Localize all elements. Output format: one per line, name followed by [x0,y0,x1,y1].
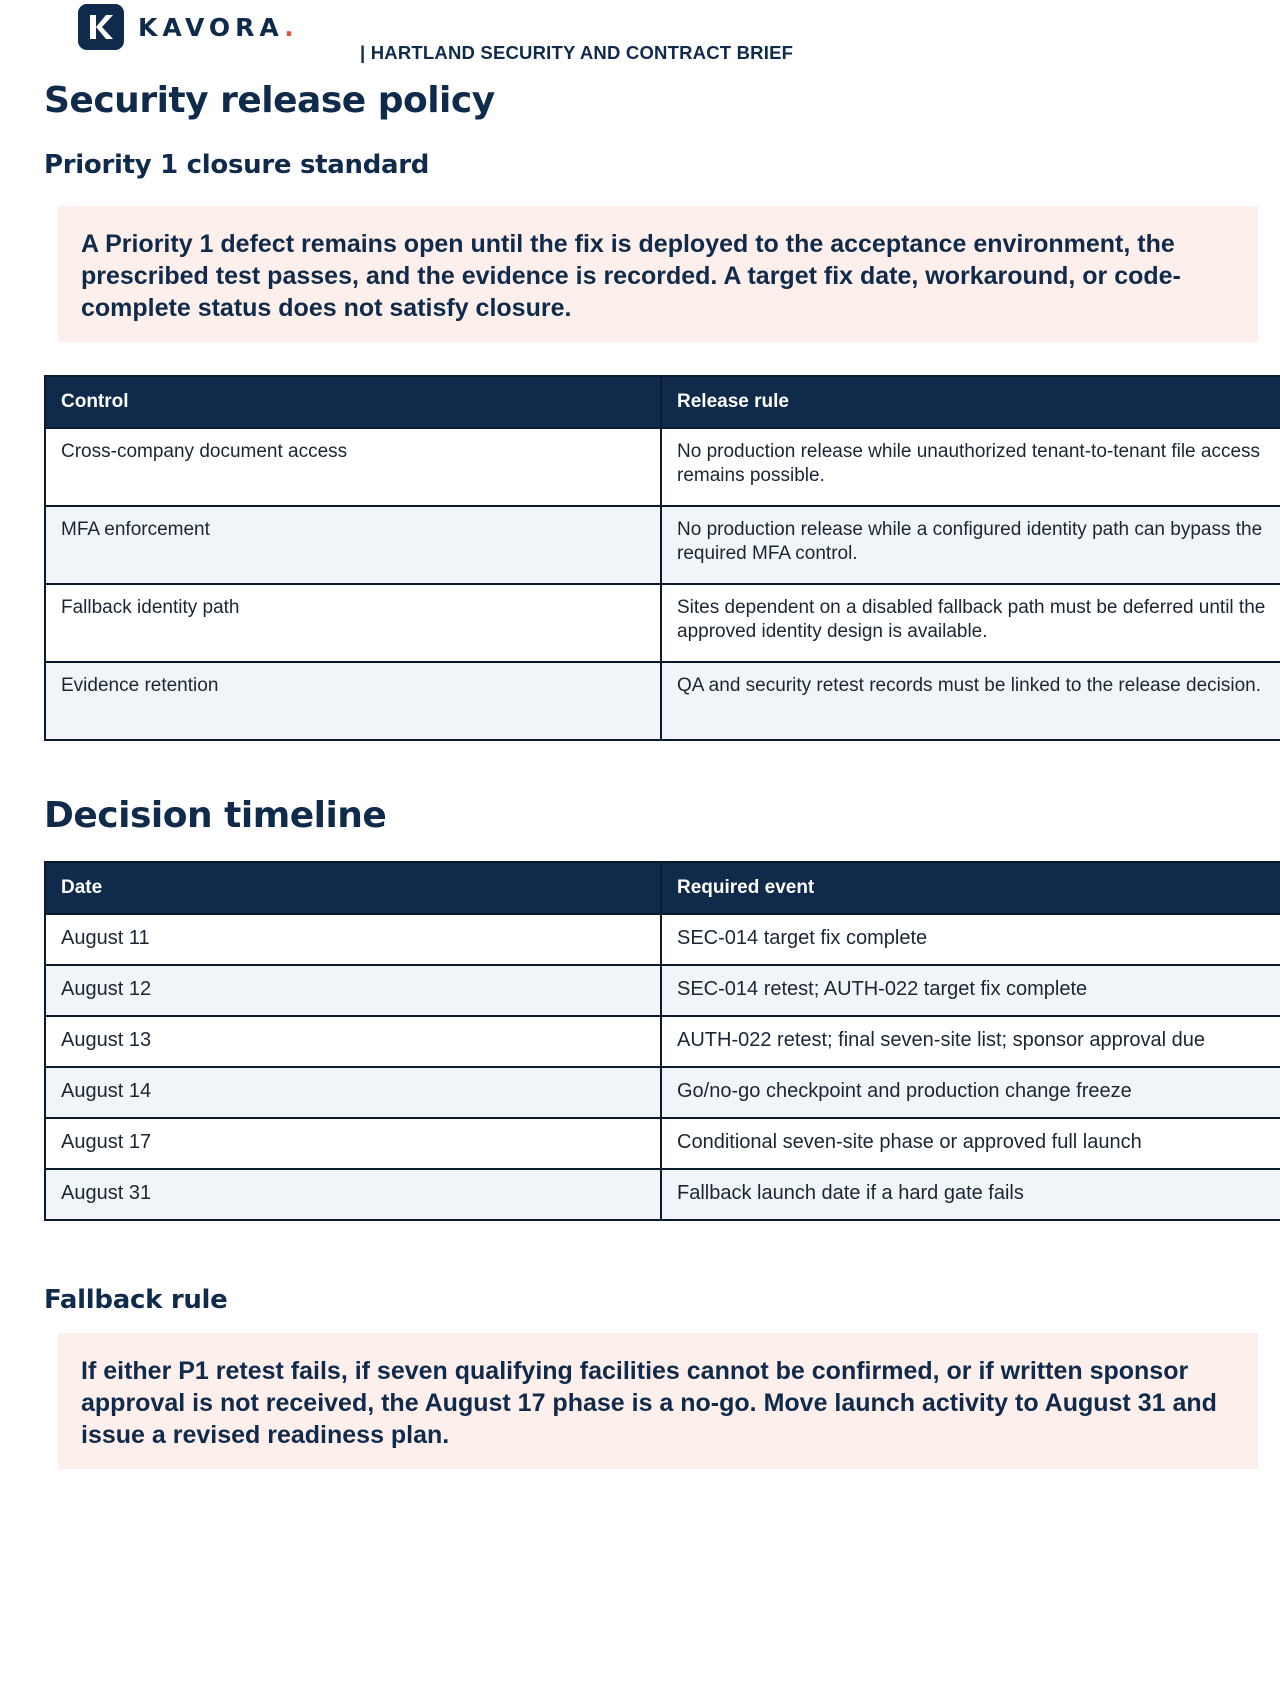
rule-cell: Sites dependent on a disabled fallback path must be deferred until the approved identity design is available. [661,584,1280,662]
event-cell: Go/no-go checkpoint and production change freeze [661,1067,1280,1118]
event-cell: SEC-014 retest; AUTH-022 target fix complete [661,965,1280,1016]
policy-subtitle: Priority 1 closure standard [44,150,430,180]
event-cell: Fallback launch date if a hard gate fails [661,1169,1280,1220]
column-header: Date [45,862,661,914]
closure-callout: A Priority 1 defect remains open until the fix is deployed to the acceptance environment, the prescribed test passes, and the evidence is recorded. A target fix date, workaround, or code-complete status does not satisfy closure. [58,206,1258,342]
kavora-logo [78,4,299,50]
table-row [45,506,1280,584]
kavora-k-icon [78,4,124,50]
table-row [45,584,1280,662]
rule-cell: No production release while a configured identity path can bypass the required MFA control. [661,506,1280,584]
table-row [45,1169,1280,1220]
table-row [45,1118,1280,1169]
event-cell: SEC-014 target fix complete [661,914,1280,965]
policy-title: Security release policy [44,80,495,121]
timeline-table [44,861,1280,1221]
table-row [45,1016,1280,1067]
rule-cell: No production release while unauthorized tenant-to-tenant file access remains possible. [661,428,1280,506]
timeline-title: Decision timeline [44,795,387,836]
date-cell: August 11 [45,914,661,965]
table-row [45,662,1280,740]
table-row [45,965,1280,1016]
column-header: Required event [661,862,1280,914]
fallback-callout: If either P1 retest fails, if seven qualifying facilities cannot be confirmed, or if written sponsor approval is not received, the August 17 phase is a no-go. Move launch activity to August 31 and issue a revised readiness plan. [58,1333,1258,1469]
table-header-row [45,862,1280,914]
date-cell: August 13 [45,1016,661,1067]
control-cell: Fallback identity path [45,584,661,662]
control-cell: MFA enforcement [45,506,661,584]
table-row [45,428,1280,506]
date-cell: August 17 [45,1118,661,1169]
date-cell: August 12 [45,965,661,1016]
document-header: | HARTLAND SECURITY AND CONTRACT BRIEF [360,42,794,63]
event-cell: AUTH-022 retest; final seven-site list; sponsor approval due [661,1016,1280,1067]
fallback-title: Fallback rule [44,1285,228,1315]
release-rules-table [44,375,1280,741]
date-cell: August 14 [45,1067,661,1118]
column-header: Control [45,376,661,428]
column-header: Release rule [661,376,1280,428]
table-header-row [45,376,1280,428]
logo-wordmark: KAVORA. [138,12,299,42]
event-cell: Conditional seven-site phase or approved full launch [661,1118,1280,1169]
rule-cell: QA and security retest records must be linked to the release decision. [661,662,1280,740]
table-row [45,1067,1280,1118]
date-cell: August 31 [45,1169,661,1220]
table-row [45,914,1280,965]
control-cell: Cross-company document access [45,428,661,506]
control-cell: Evidence retention [45,662,661,740]
